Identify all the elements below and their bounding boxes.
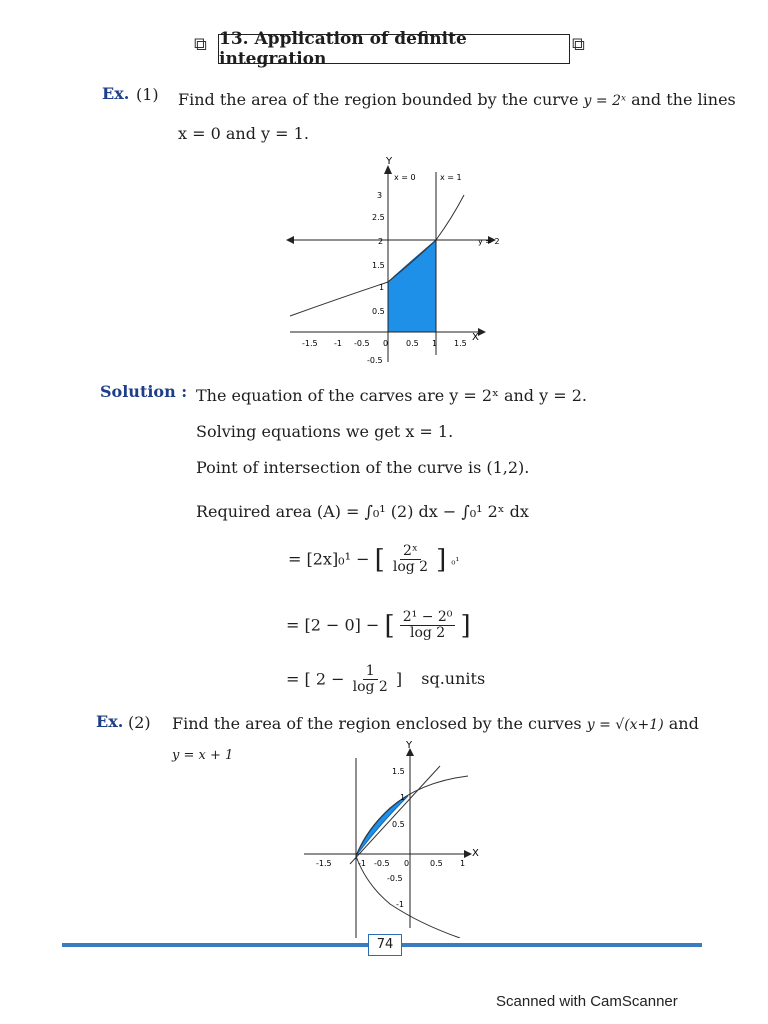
units-label: sq.units	[421, 669, 486, 689]
step-1-numerator: 2ˣ	[400, 544, 421, 560]
page-title: 13. Application of definite integration	[218, 34, 570, 64]
graph-1-shaded-area	[388, 240, 436, 332]
graph-1-x-label: X	[472, 332, 479, 343]
step-1-denominator: log 2	[392, 559, 429, 576]
step-3-numerator: 1	[363, 664, 378, 680]
graph-1-ytick-neg0_5: -0.5	[367, 356, 383, 365]
step-1-limits: ₀¹	[451, 556, 460, 568]
step-3-right: ]	[395, 669, 403, 689]
graph-1-xtick-1_5: 1.5	[454, 339, 467, 348]
graph-1-x-arrow-icon	[478, 328, 486, 336]
example-2-curve: y = √(x+1)	[586, 717, 664, 733]
step-3-denominator: log 2	[352, 679, 388, 696]
step-1-bracket-close: ]	[436, 544, 447, 575]
example-1-label: Ex.	[102, 84, 130, 103]
graph-2-ytick-neg1: -1	[396, 900, 404, 909]
step-3-left: = [ 2 −	[286, 669, 345, 689]
graph-2	[300, 738, 500, 938]
solution-step-2	[286, 610, 471, 642]
graph-1-line-y2-left-arrow-icon	[286, 236, 294, 244]
graph-1-ytick-1_5: 1.5	[372, 261, 385, 270]
step-3-fraction	[350, 664, 391, 696]
solution-step-1	[288, 544, 459, 576]
graph-1-ytick-1: 1	[379, 283, 385, 292]
step-1-fraction	[390, 544, 431, 576]
example-2-question-line1	[172, 714, 699, 733]
graph-2-xtick-0: 0	[404, 859, 410, 868]
step-2-fraction	[400, 610, 456, 642]
graph-2-xtick-1: 1	[460, 859, 466, 868]
graph-2-xtick-neg0_5: -0.5	[374, 859, 390, 868]
step-2-left: = [2 − 0] −	[286, 615, 380, 635]
example-2-number: (2)	[128, 713, 151, 732]
solution-line-4: Required area (A) = ∫₀¹ (2) dx − ∫₀¹ 2ˣ dx	[196, 502, 529, 521]
graph-1-xtick-neg0_5: -0.5	[354, 339, 370, 348]
graph-2-xtick-neg1_5: -1.5	[316, 859, 332, 868]
graph-2-curve-sqrt	[356, 776, 468, 938]
example-2-question-line2: y = x + 1	[172, 748, 234, 763]
graph-1-y-label: Y	[386, 156, 393, 167]
step-1-left: = [2x]₀¹ −	[288, 549, 370, 569]
step-2-bracket-open: [	[384, 610, 395, 641]
title-ornament-left-icon: ⧉	[194, 34, 207, 55]
graph-2-line	[350, 766, 440, 864]
graph-1-xtick-0: 0	[383, 339, 389, 348]
solution-step-3	[286, 664, 485, 696]
graph-1-ytick-0_5: 0.5	[372, 307, 385, 316]
title-ornament-right-icon: ⧉	[572, 34, 585, 55]
solution-line-1: The equation of the carves are y = 2ˣ and y = 2.	[196, 386, 587, 405]
step-2-numerator: 2¹ − 2⁰	[400, 610, 456, 626]
page-number: 74	[368, 934, 402, 956]
step-1-bracket-open: [	[374, 544, 385, 575]
graph-2-ytick-1_5: 1.5	[392, 767, 405, 776]
graph-2-x-label: X	[472, 848, 479, 859]
graph-1-label-x0: x = 0	[394, 173, 416, 182]
graph-2-ytick-0_5: 0.5	[392, 820, 405, 829]
graph-2-y-label: Y	[406, 740, 413, 751]
graph-1-label-y2: y = 2	[478, 237, 500, 246]
graph-1-ytick-2: 2	[378, 237, 384, 246]
graph-1-xtick-0_5: 0.5	[406, 339, 419, 348]
example-1-question-line1	[178, 90, 736, 109]
example-2-text-suffix: and	[668, 714, 699, 733]
example-2-label: Ex.	[96, 712, 124, 731]
graph-2-xtick-neg1: -1	[358, 859, 366, 868]
example-1-text-suffix: and the lines	[631, 90, 736, 109]
graph-1-xtick-neg1: -1	[334, 339, 342, 348]
solution-line-3: Point of intersection of the curve is (1,2).	[196, 458, 530, 477]
graph-1-xtick-neg1_5: -1.5	[302, 339, 318, 348]
graph-1-xtick-1: 1	[432, 339, 438, 348]
graph-2-x-arrow-icon	[464, 850, 472, 858]
graph-2-xtick-0_5: 0.5	[430, 859, 443, 868]
graph-1-ytick-2_5: 2.5	[372, 213, 385, 222]
solution-label: Solution :	[100, 382, 188, 401]
graph-2-ytick-neg0_5: -0.5	[387, 874, 403, 883]
example-1-text: Find the area of the region bounded by the curve	[178, 90, 579, 109]
example-1-number: (1)	[136, 85, 159, 104]
step-2-denominator: log 2	[409, 625, 446, 642]
scanner-watermark: Scanned with CamScanner	[496, 993, 678, 1010]
example-2-text: Find the area of the region enclosed by the curves	[172, 714, 582, 733]
graph-1	[280, 150, 510, 375]
example-1-curve: y = 2ˣ	[583, 93, 626, 109]
graph-1-ytick-3: 3	[377, 191, 383, 200]
example-1-question-line2: x = 0 and y = 1.	[178, 124, 309, 143]
step-2-bracket-close: ]	[460, 610, 471, 641]
graph-1-label-x1: x = 1	[440, 173, 462, 182]
graph-2-ytick-1: 1	[400, 793, 406, 802]
solution-line-2: Solving equations we get x = 1.	[196, 422, 454, 441]
